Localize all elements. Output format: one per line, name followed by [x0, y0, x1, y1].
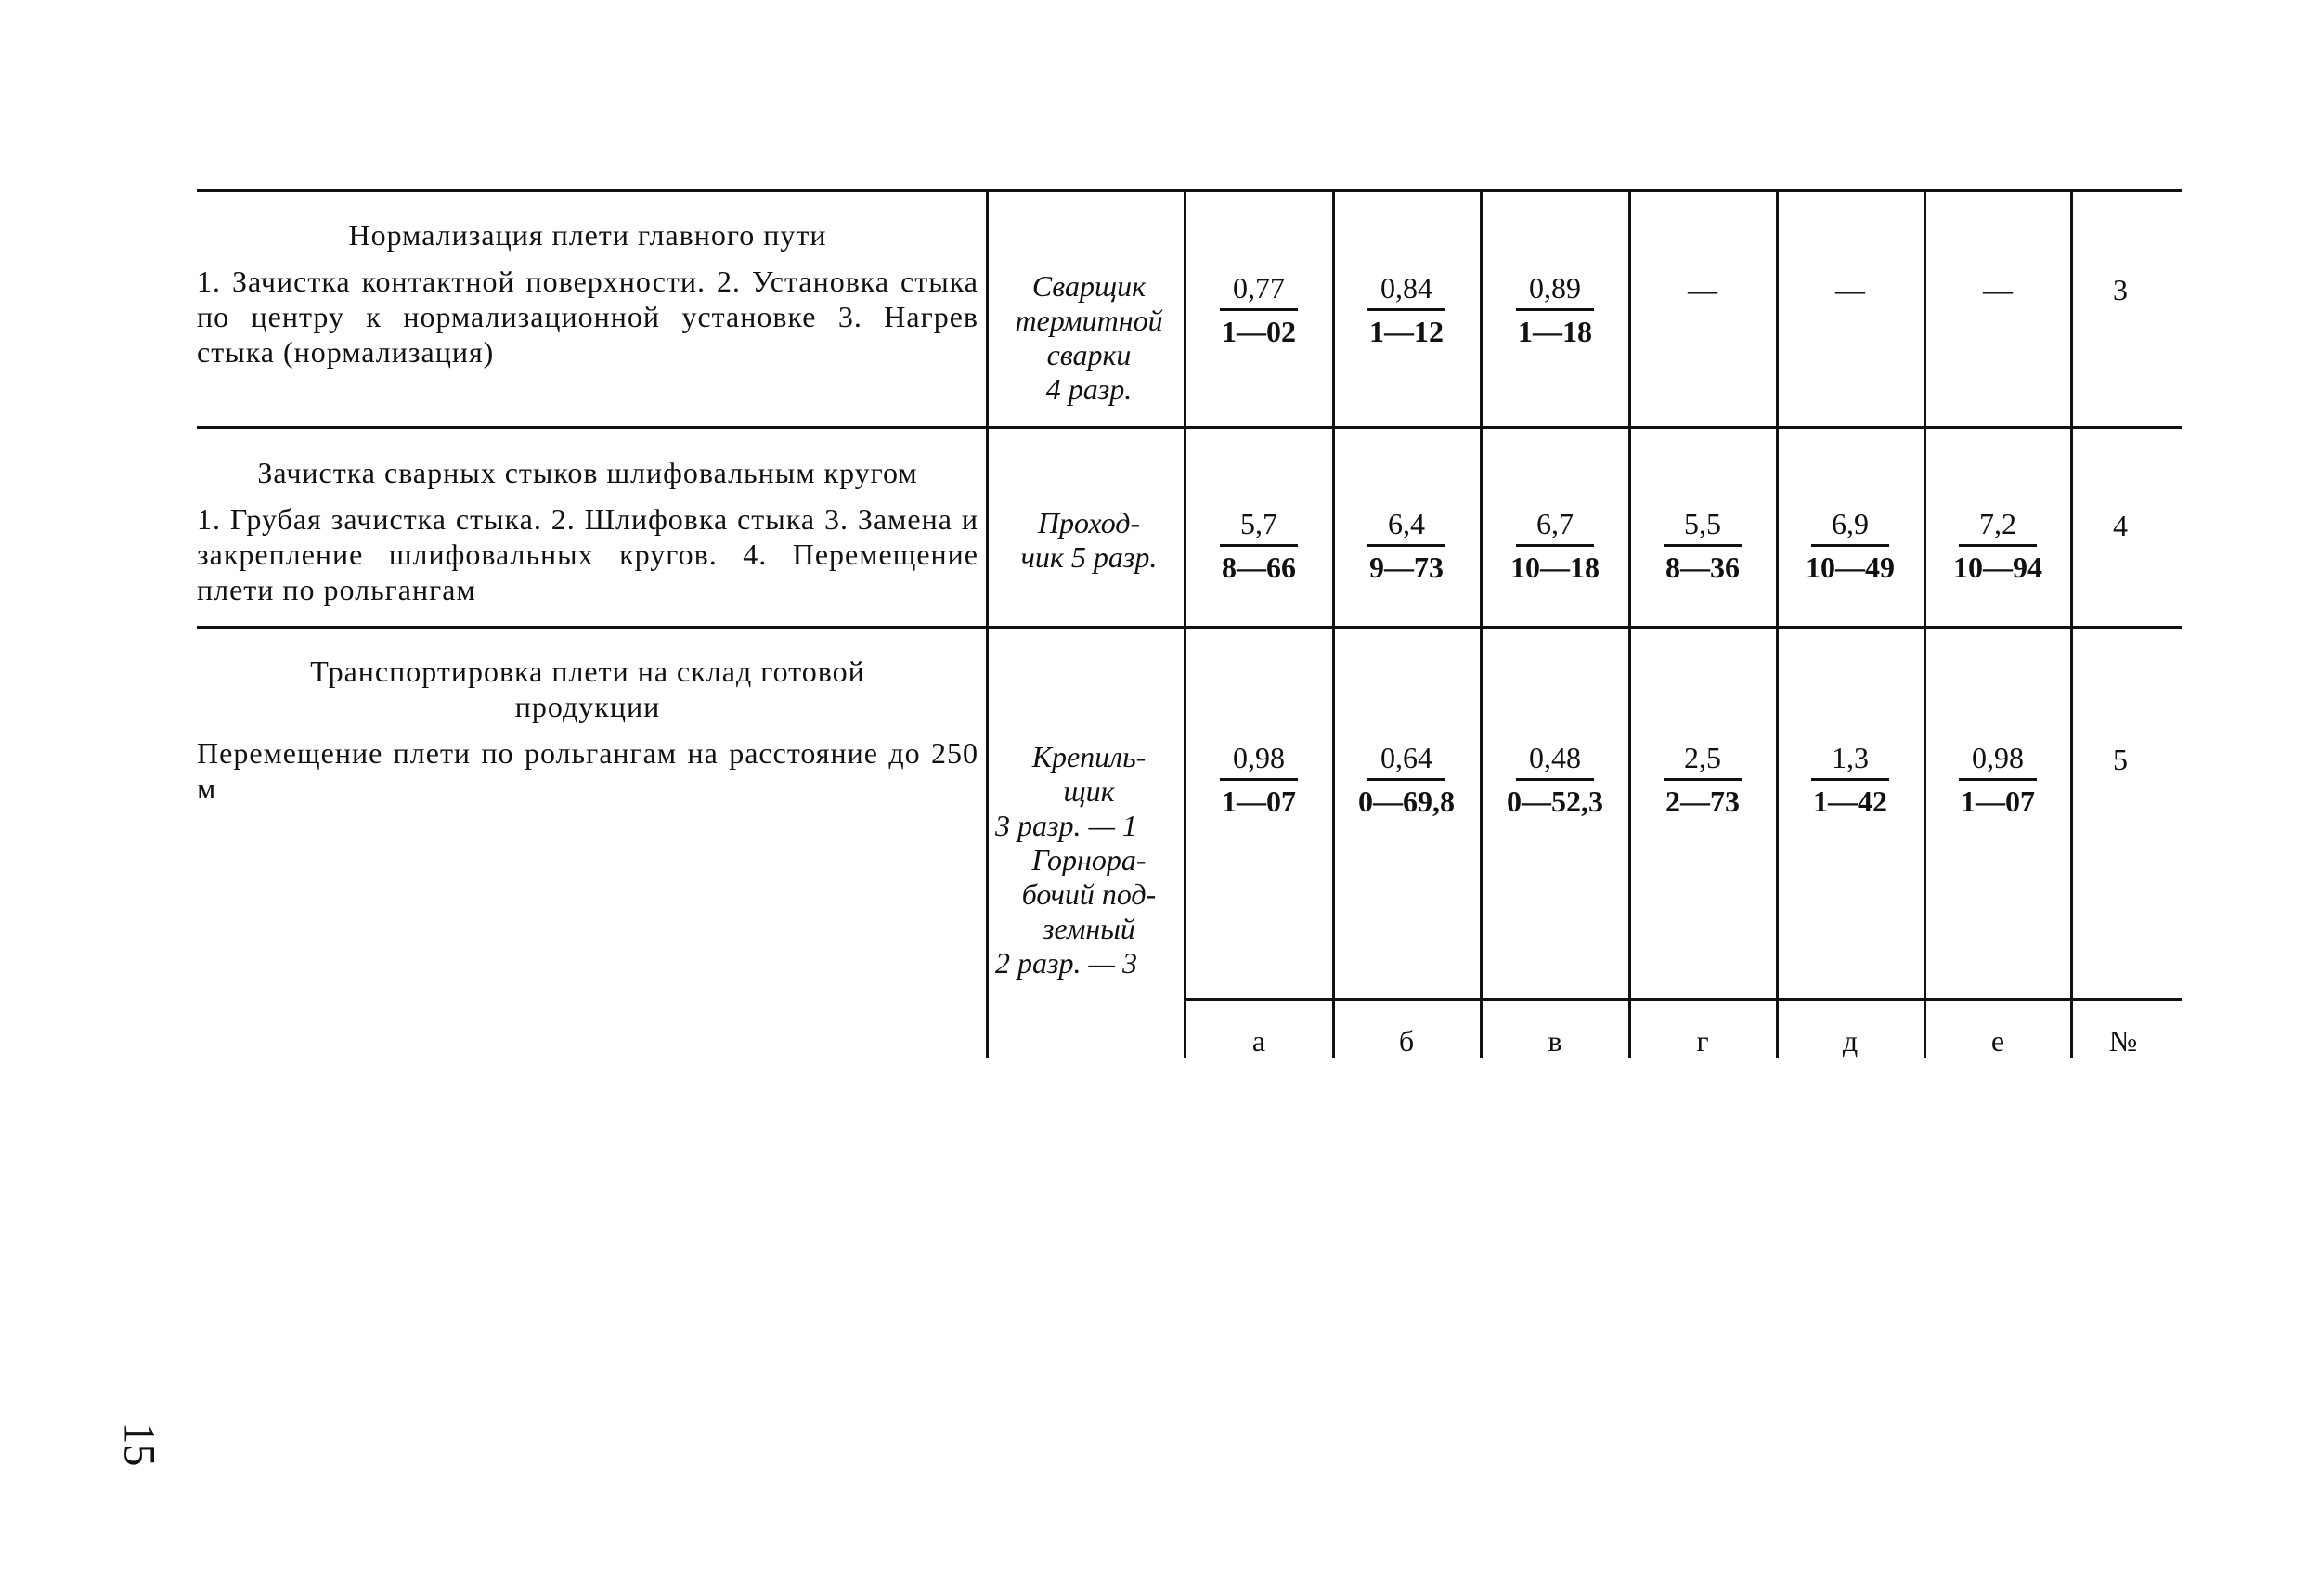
rate-value: 0—69,8	[1358, 785, 1455, 818]
rate-value: 2—73	[1665, 785, 1740, 818]
operation-description	[197, 455, 978, 607]
rate-value: 10—94	[1953, 551, 2042, 584]
column-separator	[1776, 189, 1779, 1058]
worker-line: бочий под-	[1021, 877, 1157, 911]
time-norm: 6,7	[1516, 507, 1594, 547]
norm-cell-d	[1776, 273, 1924, 306]
column-label-d: д	[1842, 1024, 1859, 1058]
worker-line: Проход-	[1037, 506, 1141, 539]
norm-cell-e	[1924, 507, 2072, 586]
worker-category	[991, 506, 1186, 575]
rate-value: 10—49	[1806, 551, 1895, 584]
operation-steps: 1. Зачистка контактной поверхности. 2. Установка стыка по центру к нормализационной установке 3. Нагрев стыка (нормализация)	[197, 265, 978, 369]
column-label-number: №	[2108, 1024, 2138, 1058]
time-norm: 0,84	[1367, 271, 1445, 311]
rate-value: 1—02	[1222, 315, 1296, 348]
time-norm: 0,64	[1367, 741, 1445, 781]
worker-line: щик	[1063, 774, 1115, 808]
rate-value: 0—52,3	[1507, 785, 1603, 818]
operation-title: Нормализация плети главного пути	[348, 218, 827, 252]
norm-cell-e	[1924, 741, 2072, 820]
norm-cell-b	[1332, 271, 1481, 350]
empty-dash: —	[1688, 273, 1717, 306]
norm-cell-a	[1185, 741, 1333, 820]
worker-line: Крепиль-	[1031, 740, 1147, 773]
norm-cell-a	[1185, 507, 1333, 586]
norm-cell-g	[1628, 507, 1777, 586]
operation-title: Зачистка сварных стыков шлифовальным кругом	[257, 456, 918, 489]
operation-description	[197, 654, 978, 806]
worker-line: сварки	[1046, 338, 1132, 371]
norm-cell-b	[1332, 507, 1481, 586]
operation-steps: Перемещение плети по рольгангам на расстояние до 250 м	[197, 736, 978, 805]
norm-cell-g	[1628, 741, 1777, 820]
time-norm: 5,7	[1220, 507, 1298, 547]
time-norm: 0,98	[1959, 741, 2037, 781]
table-top-rule	[197, 189, 2182, 192]
page-number: 15	[114, 1421, 164, 1467]
row-number: 4	[2113, 509, 2128, 542]
norm-cell-v	[1481, 741, 1629, 820]
worker-line: Горнора-	[1031, 843, 1147, 876]
rate-value: 1—12	[1369, 315, 1444, 348]
operation-steps: 1. Грубая зачистка стыка. 2. Шлифовка стыка 3. Замена и закрепление шлифовальных кругов. 4. Перемещение плети по рольгангам	[197, 502, 978, 606]
time-norm: 2,5	[1664, 741, 1742, 781]
worker-category	[991, 740, 1186, 980]
worker-line: 4 разр.	[1045, 372, 1133, 406]
time-norm: 5,5	[1664, 507, 1742, 547]
time-norm: 1,3	[1811, 741, 1889, 781]
norm-cell-e	[1924, 273, 2072, 306]
worker-line: земный	[1043, 912, 1135, 945]
column-separator	[986, 189, 989, 1058]
worker-line: 3 разр. — 1	[995, 809, 1137, 842]
rate-value: 8—36	[1665, 551, 1740, 584]
empty-dash: —	[1835, 273, 1865, 306]
norm-cell-a	[1185, 271, 1333, 350]
time-norm: 0,48	[1516, 741, 1594, 781]
worker-category	[991, 269, 1186, 407]
row-number: 5	[2113, 743, 2128, 776]
worker-line: 2 разр. — 3	[995, 946, 1137, 980]
time-norm: 0,98	[1220, 741, 1298, 781]
column-label-v: в	[1548, 1024, 1562, 1058]
norm-cell-d	[1776, 507, 1924, 586]
column-label-b: б	[1398, 1024, 1415, 1058]
norm-cell-g	[1628, 273, 1777, 306]
column-label-e: е	[1990, 1024, 2005, 1058]
rate-value: 1—07	[1222, 785, 1296, 818]
time-norm: 6,4	[1367, 507, 1445, 547]
operation-title: Транспортировка плети на склад готовой продукции	[310, 655, 865, 723]
time-norm: 0,77	[1220, 271, 1298, 311]
rate-value: 1—07	[1961, 785, 2035, 818]
norm-cell-d	[1776, 741, 1924, 820]
rate-value: 1—18	[1518, 315, 1592, 348]
norm-cell-v	[1481, 271, 1629, 350]
time-norm: 0,89	[1516, 271, 1594, 311]
empty-dash: —	[1983, 273, 2013, 306]
time-norm: 7,2	[1959, 507, 2037, 547]
rate-value: 1—42	[1813, 785, 1887, 818]
column-separator	[1924, 189, 1926, 1058]
row-separator	[197, 626, 2182, 629]
rate-value: 10—18	[1510, 551, 1600, 584]
worker-line: термитной	[1015, 304, 1163, 337]
operation-description	[197, 217, 978, 370]
column-separator	[2070, 189, 2073, 1058]
row-separator	[197, 426, 2182, 429]
row-number: 3	[2113, 273, 2128, 306]
worker-line: Сварщик	[1031, 269, 1147, 303]
column-label-g: г	[1696, 1024, 1709, 1058]
column-label-a: а	[1251, 1024, 1266, 1058]
rate-value: 9—73	[1369, 551, 1444, 584]
rate-value: 8—66	[1222, 551, 1296, 584]
time-norm: 6,9	[1811, 507, 1889, 547]
norm-cell-b	[1332, 741, 1481, 820]
norm-cell-v	[1481, 507, 1629, 586]
worker-line: чик 5 разр.	[1020, 540, 1158, 574]
